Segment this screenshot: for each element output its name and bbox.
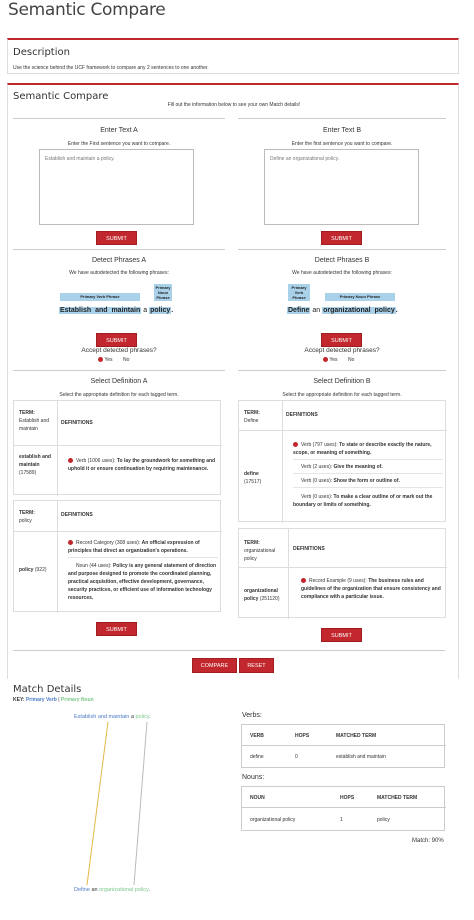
def-text: Policy is any general statement of direction and purpose designed to promote the coordinated planning, practical acquisition, effective development, governance, security practices, or efficient use of information technology resources. bbox=[68, 563, 217, 601]
definitions-label: DEFINITIONS bbox=[293, 546, 325, 552]
accept-b-yes-label: Yes bbox=[329, 357, 338, 363]
phrase-b-verb: Define bbox=[288, 307, 310, 314]
def-prefix: Verb (0 uses): bbox=[301, 478, 333, 484]
divider bbox=[242, 745, 446, 746]
compare-heading: Semantic Compare bbox=[13, 91, 109, 102]
nouns-row-matched: policy bbox=[377, 817, 390, 823]
nouns-col-noun: NOUN bbox=[250, 795, 265, 801]
top-mid: a bbox=[130, 714, 134, 720]
verbs-col-verb: VERB bbox=[250, 733, 264, 739]
def-text: Give the meaning of. bbox=[333, 464, 383, 470]
def-prefix: Verb (2 uses): bbox=[301, 464, 333, 470]
top-verb: Establish and maintain bbox=[74, 714, 130, 720]
bottom-verb: Define bbox=[74, 887, 90, 893]
divider bbox=[242, 807, 446, 808]
def-prefix: Noun (44 uses): bbox=[76, 563, 112, 569]
def-b-title: Select Definition B bbox=[313, 378, 371, 385]
verbs-table bbox=[241, 724, 445, 768]
term-label: TERM: bbox=[19, 510, 35, 516]
noun-link-line bbox=[134, 722, 147, 885]
def-prefix: Verb (797 uses): bbox=[301, 442, 338, 448]
word: policy bbox=[19, 567, 34, 573]
nouns-table bbox=[241, 786, 445, 831]
accept-a-label: Accept detected phrases? bbox=[81, 347, 157, 354]
enter-b-title: Enter Text B bbox=[322, 127, 361, 134]
def-prefix: Record Category (308 uses): bbox=[76, 540, 141, 546]
match-heading: Match Details bbox=[13, 684, 82, 695]
submit-phrases-b-button[interactable]: SUBMIT bbox=[321, 333, 362, 347]
compare-button[interactable]: COMPARE bbox=[192, 658, 237, 673]
compare-instructions: Fill out the information below to see your own Match details! bbox=[167, 102, 301, 108]
def-a-subtitle: Select the appropriate definition for each tagged term. bbox=[59, 392, 179, 398]
accept-b-no-label: No bbox=[348, 357, 355, 363]
def-text: Show the form or outline of. bbox=[333, 478, 400, 484]
verbs-row-verb: define bbox=[250, 754, 264, 760]
text-b-input[interactable]: Define an organizational policy. bbox=[264, 149, 419, 225]
nouns-heading: Nouns: bbox=[242, 774, 265, 781]
text-a-input[interactable]: Establish and maintain a policy. bbox=[39, 149, 194, 225]
submit-def-b-button[interactable]: SUBMIT bbox=[321, 628, 362, 642]
match-bottom-sentence bbox=[74, 887, 150, 893]
verbs-col-hops: HOPS bbox=[295, 733, 310, 739]
verbs-col-matched: MATCHED TERM bbox=[336, 733, 377, 739]
phrase-a-end: . bbox=[171, 307, 174, 314]
nouns-row-hops: 1 bbox=[340, 817, 343, 823]
def-text: To make a clear outline of or mark out the boundary or limits of something. bbox=[293, 494, 433, 508]
reset-button[interactable]: RESET bbox=[239, 658, 274, 673]
submit-b-button[interactable]: SUBMIT bbox=[321, 231, 362, 245]
verbs-row-hops: 0 bbox=[295, 754, 298, 760]
phrase-b-end: . bbox=[395, 307, 398, 314]
description-text: Use the science behind the UCF framework to compare any 2 sentences to one another. bbox=[13, 65, 209, 71]
phrase-a-mid: a bbox=[143, 307, 148, 314]
description-heading: Description bbox=[13, 47, 70, 58]
count: (251120) bbox=[259, 596, 280, 602]
match-percentage: Match: 90% bbox=[412, 838, 444, 844]
def-a-title: Select Definition A bbox=[90, 378, 148, 385]
def-prefix: Verb (0 uses): bbox=[301, 494, 333, 500]
chip-noun-b: Primary Noun Phrase bbox=[325, 293, 395, 301]
def-text: An official expression of principles that direct an organization's operations. bbox=[68, 540, 200, 554]
def-text: The business rules and guidelines of the organization that ensure consistency and compliance with a particular issue. bbox=[301, 578, 441, 600]
chip-noun-a: Primary Noun Phrase bbox=[155, 285, 171, 300]
def-b-subtitle: Select the appropriate definition for each tagged term. bbox=[282, 392, 402, 398]
chip-verb-b: Primary Verb Phrase bbox=[288, 284, 310, 301]
submit-a-button[interactable]: SUBMIT bbox=[96, 231, 137, 245]
count: (17589) bbox=[19, 470, 37, 476]
term-value: Establish and maintain bbox=[19, 418, 50, 432]
nouns-col-hops: HOPS bbox=[340, 795, 355, 801]
key-label: KEY: bbox=[13, 697, 25, 703]
detect-a-title: Detect Phrases A bbox=[91, 257, 147, 264]
count: (922) bbox=[34, 567, 47, 573]
bottom-end: . bbox=[148, 887, 151, 893]
detect-b-title: Detect Phrases B bbox=[314, 257, 370, 264]
page-title: Semantic Compare bbox=[8, 0, 166, 20]
def-text: To state or describe exactly the nature, scope, or meaning of something. bbox=[293, 442, 432, 456]
top-noun: policy bbox=[135, 714, 150, 720]
term-label: TERM: bbox=[19, 410, 35, 416]
accept-a-no-label: No bbox=[123, 357, 130, 363]
verb-link-line bbox=[87, 722, 108, 885]
key-verb: Primary Verb bbox=[25, 697, 57, 703]
accept-b-label: Accept detected phrases? bbox=[304, 347, 380, 354]
bottom-noun: organizational policy bbox=[99, 887, 149, 893]
term-label: TERM: bbox=[244, 540, 260, 546]
nouns-row-noun: organizational policy bbox=[250, 817, 296, 823]
term-label: TERM: bbox=[244, 410, 260, 416]
def-text: To lay the groundwork for something and uphold it or ensure continuation by requiring maintenance. bbox=[68, 458, 216, 472]
chip-verb-a: Primary Verb Phrase bbox=[60, 293, 140, 301]
definitions-label: DEFINITIONS bbox=[61, 512, 93, 518]
term-value: policy bbox=[19, 518, 32, 524]
term-value: organizational policy bbox=[244, 548, 276, 562]
submit-def-a-button[interactable]: SUBMIT bbox=[96, 622, 137, 636]
word: define bbox=[244, 471, 259, 477]
word: organizational policy bbox=[244, 588, 278, 602]
phrase-a-verb: Establish and maintain bbox=[60, 307, 141, 314]
enter-b-subtitle: Enter the first sentence you want to compare. bbox=[291, 141, 393, 147]
phrase-a-noun: policy bbox=[150, 307, 171, 314]
verbs-row-matched: establish and maintain bbox=[336, 754, 386, 760]
detect-b-subtitle: We have autodetected the following phrases: bbox=[292, 270, 392, 276]
word: establish and maintain bbox=[19, 454, 51, 468]
detect-a-subtitle: We have autodetected the following phrases: bbox=[69, 270, 169, 276]
verbs-heading: Verbs: bbox=[242, 712, 262, 719]
enter-a-title: Enter Text A bbox=[100, 127, 138, 134]
def-prefix: Record Example (9 uses): bbox=[309, 578, 367, 584]
top-end: . bbox=[149, 714, 151, 720]
definitions-label: DEFINITIONS bbox=[61, 420, 93, 426]
phrase-b-mid: an bbox=[312, 307, 321, 314]
bottom-mid: an bbox=[91, 887, 98, 893]
submit-phrases-a-button[interactable]: SUBMIT bbox=[96, 333, 137, 347]
key-sep: | bbox=[58, 697, 60, 703]
count: (17517) bbox=[244, 479, 262, 485]
enter-a-subtitle: Enter the First sentence you want to compare. bbox=[67, 141, 171, 147]
nouns-col-matched: MATCHED TERM bbox=[377, 795, 418, 801]
phrase-b-noun: organizational policy bbox=[323, 307, 395, 314]
key-noun: Primary Noun bbox=[60, 697, 94, 703]
definitions-label: DEFINITIONS bbox=[286, 412, 318, 418]
term-value: Define bbox=[244, 418, 259, 424]
accept-a-yes-label: Yes bbox=[104, 357, 113, 363]
def-prefix: Verb (1006 uses): bbox=[76, 458, 116, 464]
